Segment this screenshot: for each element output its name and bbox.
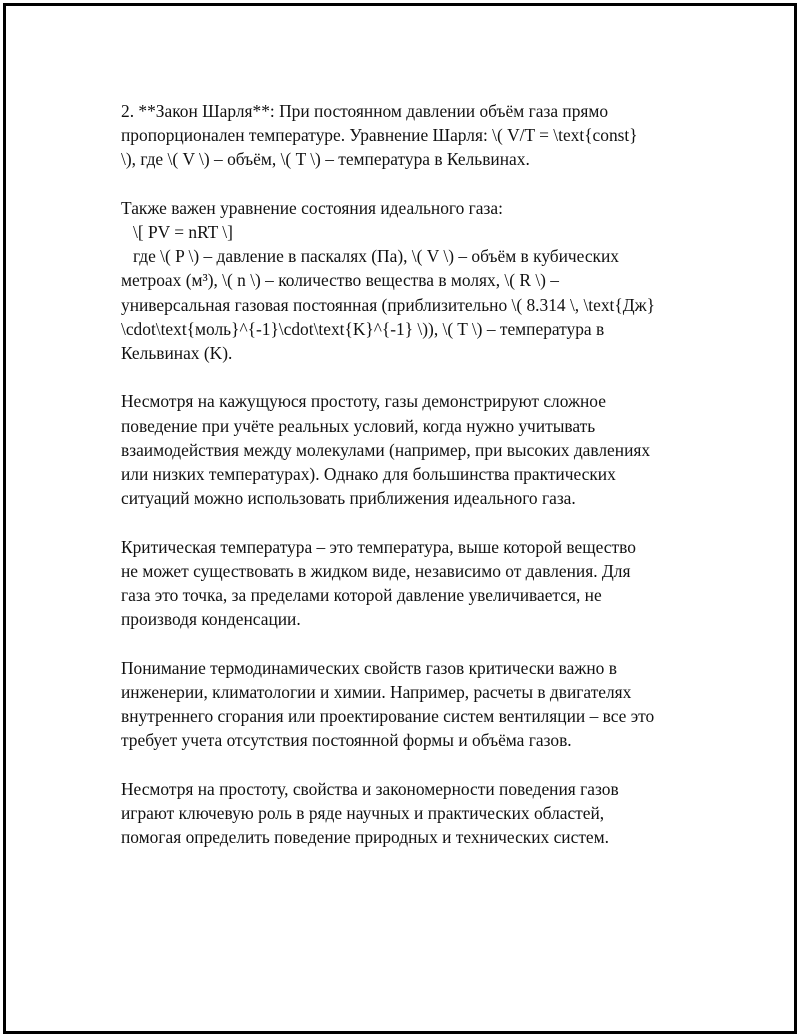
paragraph-ideal-gas-equation — [121, 196, 681, 365]
text-line: внутреннего сгорания или проектирование систем вентиляции – все это — [121, 706, 655, 727]
text-line: не может существовать в жидком виде, независимо от давления. Для — [121, 560, 631, 581]
text-line: производя конденсации. — [121, 609, 301, 630]
text-line: Несмотря на кажущуюся простоту, газы демонстрируют сложное — [121, 391, 606, 412]
text-line: инженерии, климатологии и химии. Например, расчеты в двигателях — [121, 681, 632, 702]
text-line: газа это точка, за пределами которой давление увеличивается, не — [121, 585, 602, 606]
text-line: пропорционален температуре. Уравнение Шарля: \( V/T = \text{const} — [121, 125, 638, 146]
paragraph-thermodynamics-applications — [121, 656, 681, 753]
text-line: играют ключевую роль в ряде научных и практических областей, — [121, 802, 605, 823]
text-line: универсальная газовая постоянная (приблизительно \( 8.314 \, \text{Дж} — [121, 294, 655, 315]
text-line: 2. **Закон Шарля**: При постоянном давлении объём газа прямо — [121, 101, 609, 121]
equation-line: \[ PV = nRT \] — [133, 222, 233, 242]
text-line: \cdot\text{моль}^{-1}\cdot\text{K}^{-1} \)), \( T \) – температура в — [121, 318, 605, 339]
text-line: Критическая температура – это температура, выше которой вещество — [121, 536, 636, 557]
text-line: требует учета отсутствия постоянной формы и объёма газов. — [121, 730, 572, 751]
text-line: Несмотря на простоту, свойства и закономерности поведения газов — [121, 778, 619, 799]
text-line: поведение при учёте реальных условий, когда нужно учитывать — [121, 415, 596, 436]
text-line: где \( P \) – давление в паскалях (Па), \( V \) – объём в кубических — [133, 246, 620, 267]
text-line: или низких температурах). Однако для большинства практических — [121, 464, 616, 485]
text-line: ситуаций можно использовать приближения идеального газа. — [121, 488, 576, 509]
text-line: Кельвинах (K). — [121, 343, 233, 364]
paragraph-real-gas-behavior — [121, 389, 681, 510]
text-line: Понимание термодинамических свойств газов критически важно в — [121, 657, 617, 678]
text-line: помогая определить поведение природных и технических систем. — [121, 827, 609, 848]
document-body — [121, 99, 681, 873]
paragraph-charles-law — [121, 99, 681, 172]
text-line: взаимодействия между молекулами (например, при высоких давлениях — [121, 439, 651, 460]
text-line: \), где \( V \) – объём, \( T \) – температура в Кельвинах. — [121, 149, 530, 170]
text-line: Также важен уравнение состояния идеального газа: — [121, 197, 503, 218]
paragraph-conclusion — [121, 777, 681, 850]
paragraph-critical-temperature — [121, 535, 681, 632]
page-frame — [3, 3, 797, 1034]
text-line: метроах (м³), \( n \) – количество вещества в молях, \( R \) – — [121, 270, 560, 291]
